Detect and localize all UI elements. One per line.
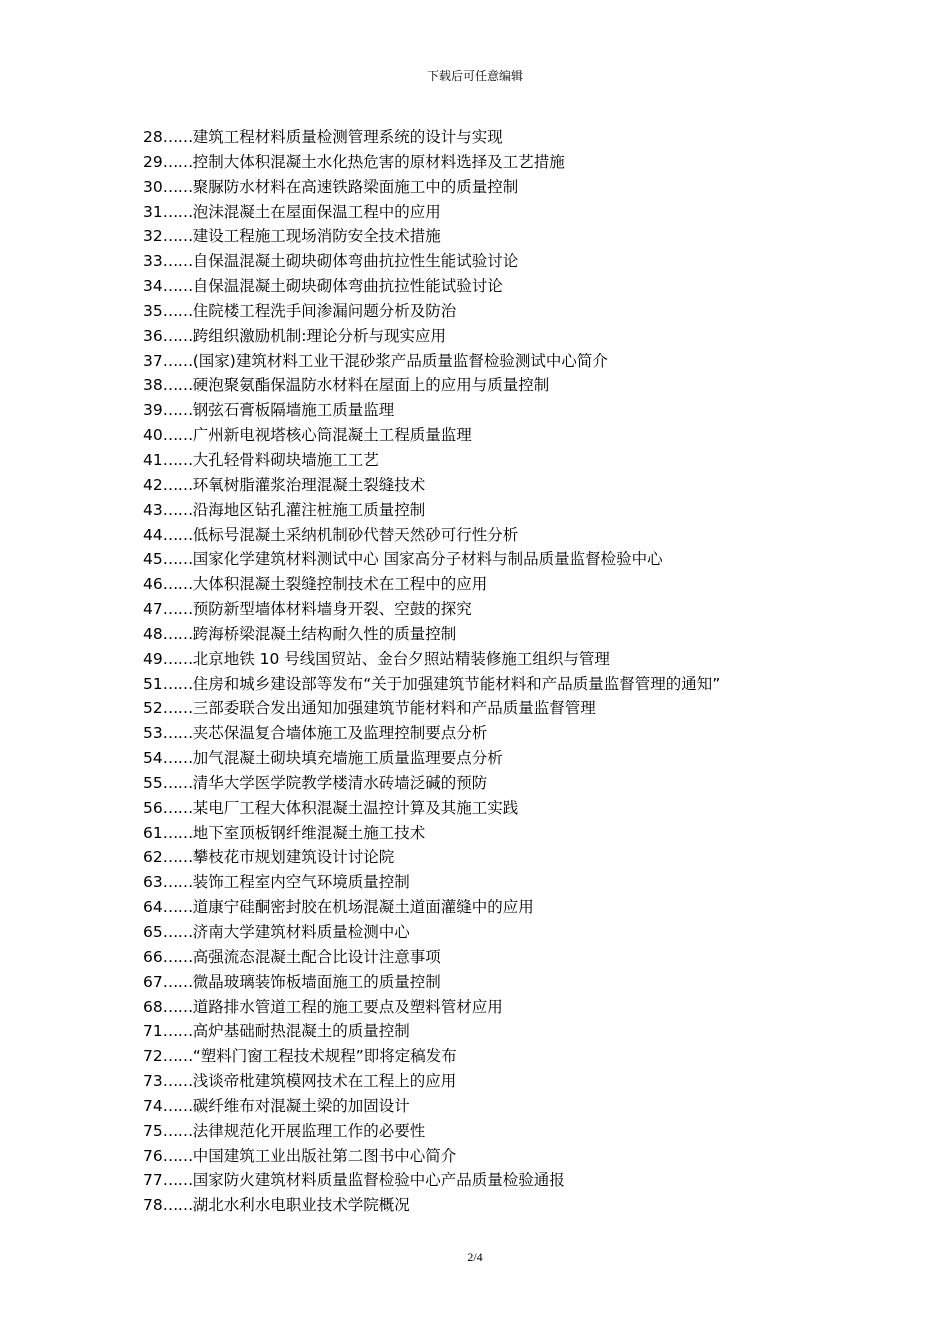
toc-entry[interactable] [143,597,863,622]
toc-entry-number: 33 [143,252,163,271]
toc-leader-dots: …… [162,724,193,743]
toc-leader-dots: …… [162,1121,193,1140]
toc-entry-title: 沿海地区钻孔灌注桩施工质量控制 [192,500,426,519]
toc-leader-dots: …… [162,351,193,370]
toc-entry-title: 夹芯保温复合墙体施工及监理控制要点分析 [192,724,488,743]
toc-leader-dots: …… [162,947,193,966]
toc-entry-title: 三部委联合发出通知加强建筑节能材料和产品质量监督管理 [192,699,596,718]
toc-leader-dots: …… [162,1022,193,1041]
toc-entry-title: 国家防火建筑材料质量监督检验中心产品质量检验通报 [192,1171,565,1190]
toc-leader-dots: …… [162,426,193,445]
toc-entry-title: 济南大学建筑材料质量检测中心 [192,923,410,941]
toc-entry-number: 42 [143,475,163,494]
toc-entry-title: 钢弦石膏板隔墙施工质量监理 [192,401,395,420]
toc-leader-dots: …… [162,674,193,693]
toc-leader-dots: …… [162,177,193,196]
toc-entry-number: 30 [143,177,163,196]
toc-leader-dots: …… [162,376,193,395]
toc-entry-title: 跨组织激励机制:理论分析与现实应用 [192,326,446,345]
toc-entry-number: 47 [143,600,163,619]
toc-entry[interactable] [143,920,863,945]
toc-entry[interactable] [143,324,863,349]
toc-entry-title: 大孔轻骨料砌块墙施工工艺 [192,450,379,469]
toc-entry[interactable] [143,672,863,697]
page-number: 2/4 [467,1250,483,1264]
toc-entry[interactable] [143,1119,863,1144]
toc-entry-number: 32 [143,227,163,246]
toc-entry-title: “塑料门窗工程技术规程”即将定稿发布 [192,1047,457,1066]
toc-leader-dots: …… [162,923,193,941]
toc-entry-title: 碳纤维布对混凝土梁的加固设计 [192,1096,410,1115]
toc-entry-title: 道路排水管道工程的施工要点及塑料管材应用 [192,997,503,1016]
toc-entry[interactable] [143,547,863,572]
toc-entry[interactable] [143,473,863,498]
toc-leader-dots: …… [162,1047,193,1066]
toc-entry-number: 77 [143,1171,163,1190]
toc-entry-number: 54 [143,749,163,768]
toc-entry[interactable] [143,423,863,448]
toc-entry[interactable] [143,224,863,249]
toc-entry[interactable] [143,175,863,200]
toc-entry-number: 73 [143,1072,163,1091]
toc-entry-number: 64 [143,898,163,917]
toc-entry-number: 39 [143,401,163,420]
toc-entry-title: 建设工程施工现场消防安全技术措施 [192,227,441,246]
toc-entry[interactable] [143,349,863,374]
toc-leader-dots: …… [162,326,193,345]
toc-entry-number: 76 [143,1146,163,1165]
toc-entry-title: 攀枝花市规划建筑设计讨论院 [192,848,395,867]
toc-entry-title: 大体积混凝土裂缝控制技术在工程中的应用 [192,575,488,594]
toc-entry-title: 跨海桥梁混凝土结构耐久性的质量控制 [192,624,457,643]
toc-entry-number: 31 [143,202,163,221]
toc-entry-number: 37 [143,351,163,370]
toc-entry-number: 71 [143,1022,163,1041]
toc-entry-number: 44 [143,525,163,544]
toc-leader-dots: …… [162,277,193,296]
toc-entry-title: 广州新电视塔核心筒混凝土工程质量监理 [192,426,472,445]
toc-leader-dots: …… [162,550,193,569]
table-of-contents [143,125,863,1218]
toc-entry-number: 40 [143,426,163,445]
toc-entry[interactable] [143,572,863,597]
toc-leader-dots: …… [162,997,193,1016]
toc-entry-title: 建筑工程材料质量检测管理系统的设计与实现 [192,128,503,146]
toc-entry[interactable] [143,995,863,1020]
toc-entry[interactable] [143,125,863,150]
toc-leader-dots: …… [162,898,193,917]
toc-entry-number: 29 [143,152,163,171]
toc-leader-dots: …… [162,128,193,146]
toc-leader-dots: …… [162,1072,193,1091]
toc-leader-dots: …… [162,873,193,892]
toc-entry[interactable] [143,895,863,920]
toc-entry[interactable] [143,398,863,423]
toc-entry[interactable] [143,622,863,647]
toc-leader-dots: …… [162,450,193,469]
toc-entry-title: 控制大体积混凝土水化热危害的原材料选择及工艺措施 [192,152,565,171]
toc-entry[interactable] [143,1144,863,1169]
toc-entry-title: 法律规范化开展监理工作的必要性 [192,1121,426,1140]
toc-leader-dots: …… [162,1196,193,1215]
toc-leader-dots: …… [162,475,193,494]
toc-entry-title: 某电厂工程大体积混凝土温控计算及其施工实践 [192,798,519,817]
toc-entry[interactable] [143,1094,863,1119]
toc-entry-title: 湖北水利水电职业技术学院概况 [192,1196,410,1215]
toc-entry-number: 36 [143,326,163,345]
toc-entry-number: 43 [143,500,163,519]
toc-entry[interactable] [143,647,863,672]
toc-entry-number: 51 [143,674,163,693]
toc-entry-title: 装饰工程室内空气环境质量控制 [192,873,410,892]
toc-entry-number: 63 [143,873,163,892]
toc-entry-title: 高强流态混凝土配合比设计注意事项 [192,947,441,966]
toc-entry[interactable] [143,821,863,846]
toc-entry[interactable] [143,945,863,970]
toc-entry-number: 41 [143,450,163,469]
toc-entry-title: 地下室顶板钢纤维混凝土施工技术 [192,823,426,842]
toc-entry-title: 清华大学医学院教学楼清水砖墙泛碱的预防 [192,773,488,792]
toc-leader-dots: …… [162,773,193,792]
toc-entry[interactable] [143,1168,863,1193]
toc-entry-title: 自保温混凝土砌块砌体弯曲抗拉性能试验讨论 [192,277,503,296]
toc-leader-dots: …… [162,202,193,221]
toc-entry-number: 45 [143,550,163,569]
toc-leader-dots: …… [162,401,193,420]
toc-entry[interactable] [143,1019,863,1044]
toc-entry[interactable] [143,721,863,746]
toc-leader-dots: …… [162,624,193,643]
toc-entry[interactable] [143,523,863,548]
toc-entry-title: 自保温混凝土砌块砌体弯曲抗拉性生能试验讨论 [192,252,519,271]
toc-entry-number: 48 [143,624,163,643]
toc-entry-title: 微晶玻璃装饰板墙面施工的质量控制 [192,972,441,991]
toc-entry-title: 道康宁硅酮密封胶在机场混凝土道面灌缝中的应用 [192,898,534,917]
toc-entry-number: 62 [143,848,163,867]
toc-entry[interactable] [143,299,863,324]
toc-entry[interactable] [143,150,863,175]
toc-leader-dots: …… [162,823,193,842]
toc-leader-dots: …… [162,152,193,171]
toc-leader-dots: …… [162,227,193,246]
toc-leader-dots: …… [162,252,193,271]
toc-entry-number: 72 [143,1047,163,1066]
toc-entry-title: 硬泡聚氨酯保温防水材料在屋面上的应用与质量控制 [192,376,550,395]
toc-leader-dots: …… [162,1171,193,1190]
toc-leader-dots: …… [162,301,193,320]
toc-entry-number: 61 [143,823,163,842]
toc-entry-title: 高炉基础耐热混凝土的质量控制 [192,1022,410,1041]
toc-entry-number: 53 [143,724,163,743]
toc-entry-title: 泡沫混凝土在屋面保温工程中的应用 [192,202,441,221]
toc-entry[interactable] [143,1069,863,1094]
toc-leader-dots: …… [162,575,193,594]
toc-leader-dots: …… [162,798,193,817]
toc-entry-number: 74 [143,1096,163,1115]
toc-entry[interactable] [143,448,863,473]
toc-entry[interactable] [143,200,863,225]
toc-entry[interactable] [143,696,863,721]
toc-entry[interactable] [143,249,863,274]
toc-entry-title: 中国建筑工业出版社第二图书中心简介 [192,1146,457,1165]
toc-entry-number: 35 [143,301,163,320]
toc-entry-title: 国家化学建筑材料测试中心 国家高分子材料与制品质量监督检验中心 [192,550,663,569]
toc-entry-number: 38 [143,376,163,395]
toc-entry-number: 56 [143,798,163,817]
toc-entry[interactable] [143,274,863,299]
toc-entry-title: 浅谈帝枇建筑模网技术在工程上的应用 [192,1072,457,1091]
toc-entry[interactable] [143,796,863,821]
toc-entry[interactable] [143,373,863,398]
toc-entry-number: 65 [143,923,163,941]
toc-entry-number: 34 [143,277,163,296]
toc-entry-number: 68 [143,997,163,1016]
toc-entry-title: 预防新型墙体材料墙身开裂、空鼓的探究 [192,600,472,619]
toc-leader-dots: …… [162,600,193,619]
toc-entry[interactable] [143,870,863,895]
toc-entry[interactable] [143,746,863,771]
toc-entry-number: 78 [143,1196,163,1215]
toc-leader-dots: …… [162,972,193,991]
toc-entry-title: 聚脲防水材料在高速铁路梁面施工中的质量控制 [192,177,519,196]
toc-entry-title: 北京地铁 10 号线国贸站、金台夕照站精装修施工组织与管理 [192,649,610,668]
toc-entry-number: 46 [143,575,163,594]
toc-leader-dots: …… [162,649,193,668]
toc-entry[interactable] [143,1044,863,1069]
toc-entry-number: 55 [143,773,163,792]
toc-entry[interactable] [143,845,863,870]
toc-entry-title: 低标号混凝土采纳机制砂代替天然砂可行性分析 [192,525,519,544]
toc-entry-number: 75 [143,1121,163,1140]
toc-leader-dots: …… [162,848,193,867]
toc-leader-dots: …… [162,525,193,544]
toc-entry[interactable] [143,1193,863,1218]
toc-entry-title: 住院楼工程洗手间渗漏问题分析及防治 [192,301,457,320]
toc-entry-title: (国家)建筑材料工业干混砂浆产品质量监督检验测试中心简介 [192,351,608,370]
toc-entry-title: 加气混凝土砌块填充墙施工质量监理要点分析 [192,749,503,768]
toc-entry-title: 住房和城乡建设部等发布“关于加强建筑节能材料和产品质量监督管理的通知” [192,674,721,693]
toc-entry[interactable] [143,970,863,995]
toc-entry[interactable] [143,771,863,796]
toc-leader-dots: …… [162,500,193,519]
page-header: 下载后可任意编辑 [426,69,523,83]
toc-entry-number: 49 [143,649,163,668]
toc-entry-number: 66 [143,947,163,966]
toc-leader-dots: …… [162,1096,193,1115]
toc-leader-dots: …… [162,1146,193,1165]
toc-leader-dots: …… [162,749,193,768]
toc-entry[interactable] [143,498,863,523]
toc-entry-number: 28 [143,128,163,146]
toc-entry-title: 环氧树脂灌浆治理混凝土裂缝技术 [192,475,426,494]
toc-entry-number: 67 [143,972,163,991]
toc-entry-number: 52 [143,699,163,718]
toc-leader-dots: …… [162,699,193,718]
